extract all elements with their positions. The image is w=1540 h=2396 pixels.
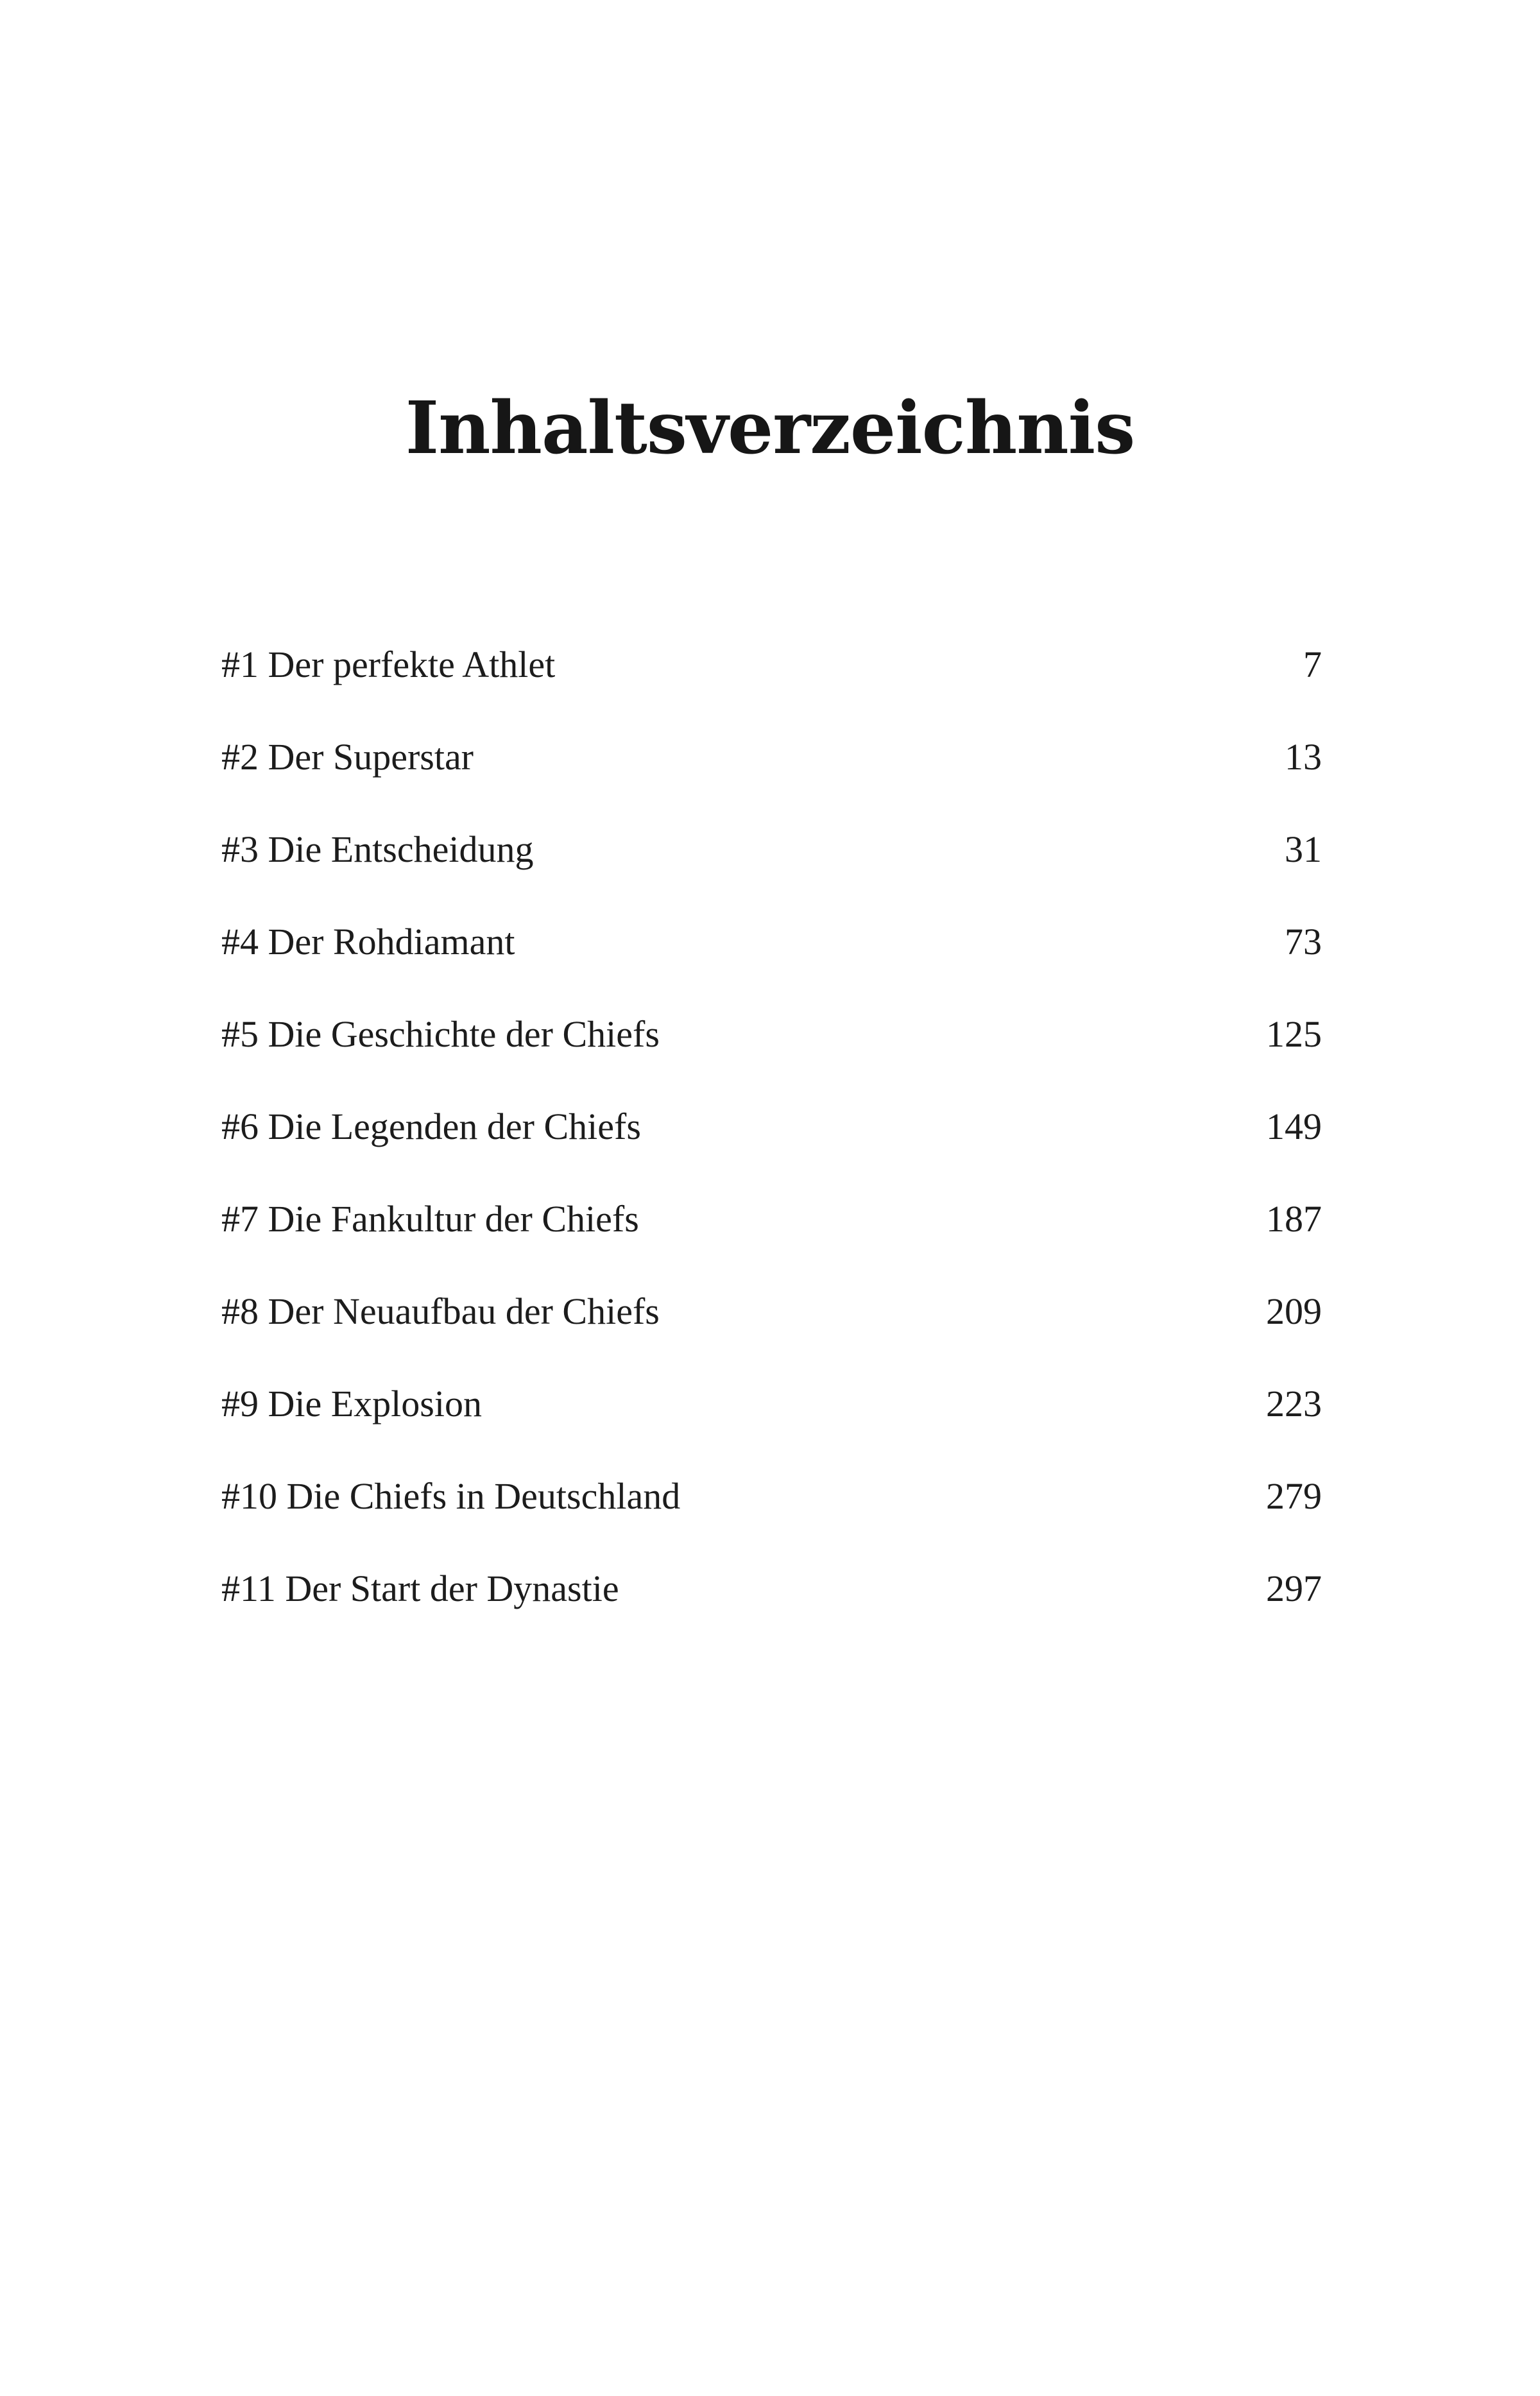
page-title: Inhaltsverzeichnis	[405, 386, 1135, 470]
toc-entry-page: 297	[1266, 1568, 1322, 1609]
toc-entry-label: #8 Der Neuaufbau der Chiefs	[221, 1290, 660, 1332]
toc-entry-label: #2 Der Superstar	[221, 736, 474, 778]
toc-entry-label: #4 Der Rohdiamant	[221, 921, 515, 963]
toc-entry	[221, 988, 1322, 1081]
toc-entry-page: 187	[1266, 1198, 1322, 1240]
toc-entry	[221, 803, 1322, 896]
toc-entry	[221, 1450, 1322, 1543]
toc-entry	[221, 619, 1322, 711]
toc-entry	[221, 1173, 1322, 1265]
toc-entry-page: 125	[1266, 1013, 1322, 1055]
toc-entry-page: 13	[1285, 736, 1322, 778]
toc-entry-page: 149	[1266, 1106, 1322, 1147]
toc-entry	[221, 1543, 1322, 1635]
toc-entry-label: #10 Die Chiefs in Deutschland	[221, 1475, 681, 1517]
table-of-contents	[221, 619, 1322, 1635]
toc-entry	[221, 1358, 1322, 1450]
toc-entry	[221, 711, 1322, 803]
toc-entry-label: #9 Die Explosion	[221, 1383, 482, 1425]
toc-entry-label: #5 Die Geschichte der Chiefs	[221, 1013, 660, 1055]
toc-entry	[221, 1081, 1322, 1173]
toc-entry-label: #6 Die Legenden der Chiefs	[221, 1106, 641, 1147]
toc-entry-page: 73	[1285, 921, 1322, 963]
toc-entry	[221, 896, 1322, 988]
toc-entry-page: 31	[1285, 828, 1322, 870]
toc-entry-label: #3 Die Entscheidung	[221, 828, 534, 870]
toc-entry-label: #7 Die Fankultur der Chiefs	[221, 1198, 639, 1240]
toc-entry-label: #1 Der perfekte Athlet	[221, 644, 556, 685]
toc-entry-page: 279	[1266, 1475, 1322, 1517]
toc-entry-page: 7	[1303, 644, 1322, 685]
toc-entry-page: 223	[1266, 1383, 1322, 1425]
toc-entry-page: 209	[1266, 1290, 1322, 1332]
toc-entry	[221, 1265, 1322, 1358]
toc-entry-label: #11 Der Start der Dynastie	[221, 1568, 619, 1609]
